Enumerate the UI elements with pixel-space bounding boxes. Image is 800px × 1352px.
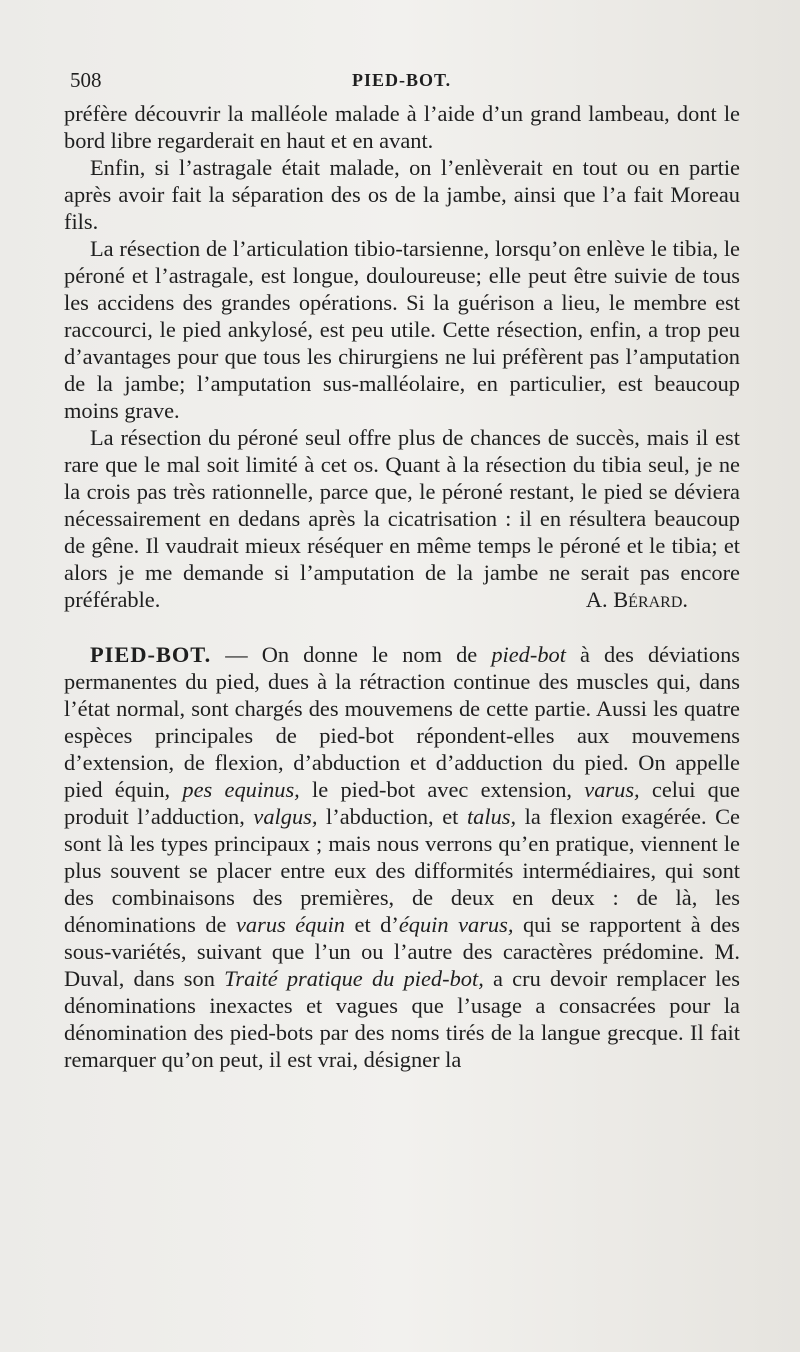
entry-text: a cru devoir remplacer les dénominations inexactes et vagues que l’usage a consacrées pour la dénomination des pied-bots par des noms tirés de la langue grecque. Il fait remarquer qu’on peut, il est vrai, désigner la xyxy=(64,966,741,1072)
paragraph-1: préfère découvrir la malléole malade à l’aide d’un grand lambeau, dont le bord libre regarderait en haut et en avant. xyxy=(64,101,740,153)
page-header xyxy=(62,68,742,98)
entry-text: — On donne le nom de xyxy=(211,642,492,667)
entry-term: PIED-BOT. xyxy=(90,642,212,667)
entry-italic: pes equinus, xyxy=(182,777,300,802)
paragraph-3: La résection de l’articulation tibio-tarsienne, lorsqu’on enlève le tibia, le péroné et l’astragale, est longue, douloureuse; elle peut être suivie de tous les accidens des grandes opérations. Si la guérison a lieu, le membre est raccourci, le pied ankylosé, est peu utile. Cette résection, enfin, a trop peu d’avantages pour que tous les chirurgiens ne lui préfèrent pas l’amputation de la jambe; l’amputation sus-malléolaire, en particulier, est beaucoup moins grave. xyxy=(64,236,740,423)
entry-italic: varus équin xyxy=(235,912,345,937)
author-signature: A. Bérard. xyxy=(585,587,688,612)
entry-italic: pied-bot xyxy=(491,642,566,667)
entry-italic: talus, xyxy=(466,804,517,829)
page-number: 508 xyxy=(70,68,102,92)
entry-text: celui que produit l’adduction, xyxy=(64,777,740,829)
entry-italic: Traité pratique du pied-bot, xyxy=(224,966,484,991)
paragraph-4-text: La résection du péroné seul offre plus de chances de succès, mais il est rare que le mal soit limité à cet os. Quant à la résection du tibia seul, je ne la crois pas très rationnelle, parce que, le péroné restant, le pied se déviera nécessairement en dedans après la cicatrisation : il en résultera beaucoup de gêne. Il vaudrait mieux réséquer en même temps le péroné et le tibia; et alors je me demande si l’amputation de la jambe ne serait pas encore préférable. xyxy=(64,425,740,612)
running-head: PIED-BOT. xyxy=(352,70,452,90)
entry-text: le pied-bot avec extension, xyxy=(299,777,585,802)
entry-italic: valgus, xyxy=(253,804,318,829)
entry-italic: varus, xyxy=(584,777,640,802)
entry-text: et d’ xyxy=(345,912,399,937)
body-text xyxy=(64,100,740,1073)
entry-text: à des déviations permanentes du pied, dues à la rétraction continue des muscles qui, dans l’état normal, sont chargés des mouvemens de cette partie. Aussi les quatre espèces principales de pied-bot répondent-elles aux mouvemens d’extension, de flexion, d’abduction et d’adduction du pied. On appelle pied équin, xyxy=(64,642,740,802)
paragraph-2: Enfin, si l’astragale était malade, on l’enlèverait en tout ou en partie après avoir fait la séparation des os de la jambe, ainsi que l’a fait Moreau fils. xyxy=(64,155,740,234)
entry-pied-bot xyxy=(64,641,740,1073)
paragraph-4 xyxy=(64,424,740,613)
entry-text: la flexion exagérée. Ce sont là les types principaux ; mais nous verrons qu’en pratique, viennent le plus souvent se placer entre eux des difformités intermédiaires, qui sont des combinaisons des premières, de deux en deux : de là, les dénominations de xyxy=(64,804,740,937)
entry-italic: équin varus, xyxy=(398,912,514,937)
entry-text: l’abduction, et xyxy=(317,804,467,829)
entry-text: qui se rapportent à des sous-variétés, suivant que l’un ou l’autre des caractères prédomine. M. Duval, dans son xyxy=(64,912,741,991)
